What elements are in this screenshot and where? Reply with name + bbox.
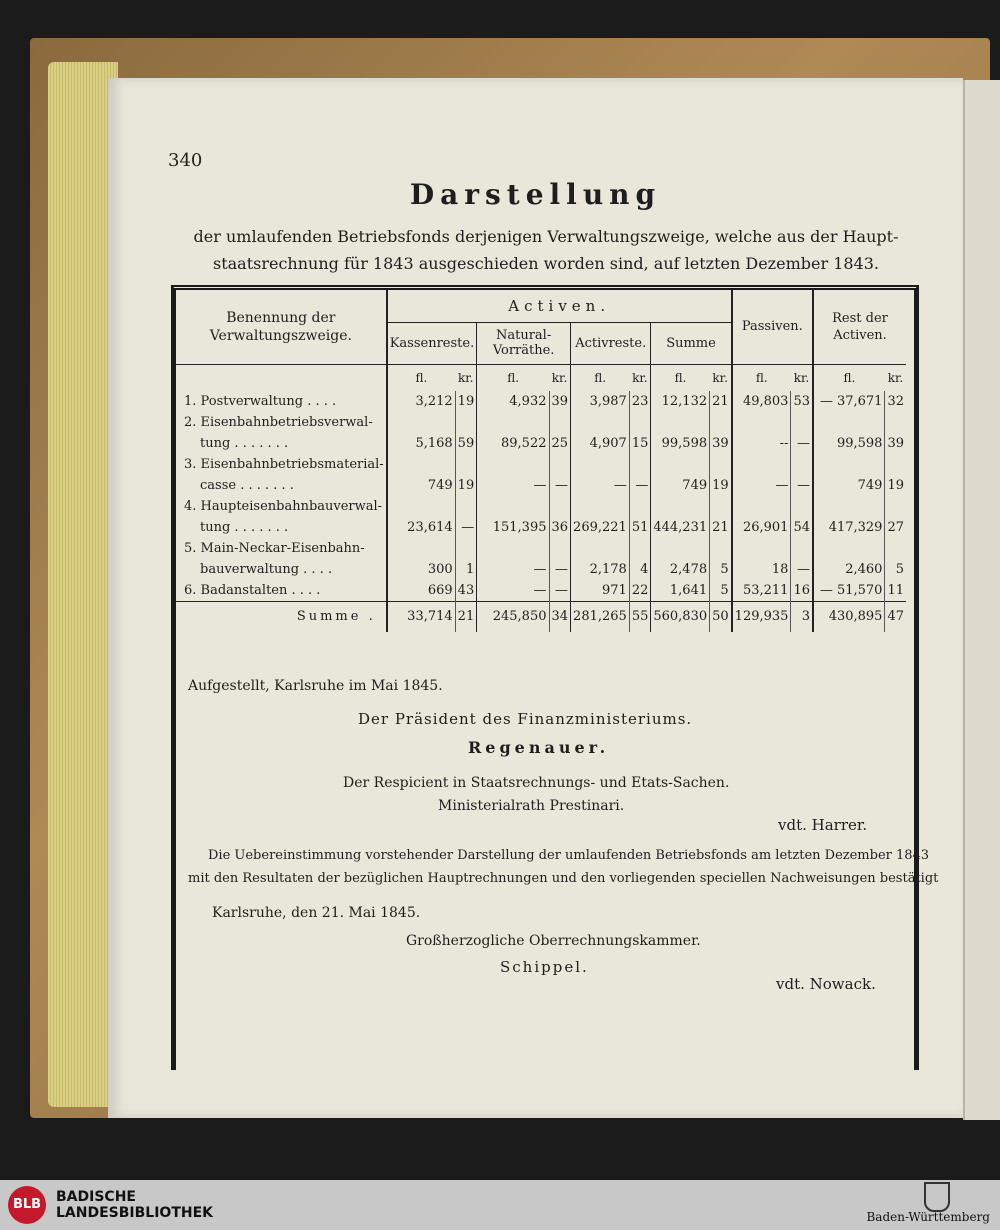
header-natural: Natural-Vorräthe. bbox=[477, 322, 571, 364]
row-cell: — bbox=[791, 559, 813, 580]
row-cell: 2,460 bbox=[845, 561, 883, 577]
row-cell: 19 bbox=[710, 475, 732, 496]
sum-cell: 129,935 bbox=[732, 601, 791, 632]
unit-row bbox=[176, 364, 906, 391]
schippel-signature: Schippel. bbox=[500, 958, 589, 976]
sum-row bbox=[176, 601, 906, 632]
row-cell: 5 bbox=[885, 559, 906, 580]
header-activreste: Activreste. bbox=[571, 322, 651, 364]
sum-cell: 50 bbox=[710, 601, 732, 632]
row-cell: — bbox=[613, 477, 627, 493]
page-title: Darstellung bbox=[409, 178, 662, 211]
table-row-label bbox=[176, 538, 906, 559]
sum-cell: 21 bbox=[455, 601, 477, 632]
row-name: 6. Badanstalten . . . . bbox=[176, 580, 387, 602]
row-cell: — bbox=[791, 475, 813, 496]
row-cell: 59 bbox=[455, 433, 477, 454]
unit-kr: kr. bbox=[629, 364, 651, 391]
row-cell: 21 bbox=[710, 517, 732, 538]
row-cell: 51 bbox=[629, 517, 651, 538]
row-cell: 5 bbox=[710, 580, 732, 602]
row-cell: 18 bbox=[771, 561, 789, 577]
karlsruhe-date-line: Karlsruhe, den 21. Mai 1845. bbox=[212, 905, 421, 921]
library-name-line-2: LANDESBIBLIOTHEK bbox=[56, 1205, 214, 1221]
header-summe: Summe bbox=[651, 322, 732, 364]
row-cell: 4 bbox=[629, 559, 651, 580]
row-cell: — bbox=[791, 433, 813, 454]
unit-fl: fl. bbox=[843, 370, 856, 385]
row-cell: 43 bbox=[455, 580, 477, 602]
book-page bbox=[108, 78, 963, 1118]
row-cell: 21 bbox=[710, 391, 732, 412]
row-cell: — bbox=[533, 477, 547, 493]
row-cell: 269,221 bbox=[573, 519, 627, 535]
footer-bar bbox=[0, 1180, 1000, 1230]
table-row bbox=[176, 391, 906, 412]
row-cell: 12,132 bbox=[661, 393, 708, 409]
sum-cell: 47 bbox=[885, 601, 906, 632]
row-cell: 16 bbox=[791, 580, 813, 602]
unit-kr: kr. bbox=[710, 364, 732, 391]
row-name: tung . . . . . . . bbox=[176, 517, 387, 538]
row-cell: 53 bbox=[791, 391, 813, 412]
aufgestellt-line: Aufgestellt, Karlsruhe im Mai 1845. bbox=[188, 678, 443, 694]
row-cell: 53,211 bbox=[742, 582, 789, 598]
row-cell: 5 bbox=[710, 559, 732, 580]
row-cell: 971 bbox=[601, 582, 627, 598]
table-row-label bbox=[176, 454, 906, 475]
row-cell: 749 bbox=[682, 477, 708, 493]
library-name-line-1: BADISCHE bbox=[56, 1189, 136, 1205]
row-name: 1. Postverwaltung . . . . bbox=[176, 391, 387, 412]
row-cell: — bbox=[455, 517, 477, 538]
row-name: 4. Haupteisenbahnbauverwal- bbox=[176, 496, 387, 517]
unit-fl: fl. bbox=[755, 370, 768, 385]
unit-fl: fl. bbox=[674, 370, 687, 385]
row-cell: — 51,570 bbox=[819, 582, 883, 598]
row-cell: — bbox=[549, 580, 571, 602]
row-cell: 2,478 bbox=[669, 561, 708, 577]
table-row-label bbox=[176, 496, 906, 517]
oberrechnungskammer-line: Großherzogliche Oberrechnungskammer. bbox=[406, 933, 701, 949]
unit-kr: kr. bbox=[887, 370, 904, 385]
row-cell: 1 bbox=[455, 559, 477, 580]
row-cell: 32 bbox=[885, 391, 906, 412]
row-cell: — bbox=[533, 561, 547, 577]
table-row bbox=[176, 580, 906, 602]
sum-cell: 281,265 bbox=[571, 601, 630, 632]
row-name: bauverwaltung . . . . bbox=[176, 559, 387, 580]
row-cell: 22 bbox=[629, 580, 651, 602]
praesident-line: Der Präsident des Finanzministeriums. bbox=[358, 710, 693, 728]
row-cell: 39 bbox=[710, 433, 732, 454]
header-passiven: Passiven. bbox=[732, 290, 813, 364]
table-row-label bbox=[176, 412, 906, 433]
sum-cell: 245,850 bbox=[477, 601, 549, 632]
sum-cell: 33,714 bbox=[387, 601, 455, 632]
row-cell: — bbox=[549, 475, 571, 496]
subtitle-line-1: der umlaufenden Betriebsfonds derjenigen Verwaltungszweige, welche aus der Haupt- bbox=[193, 227, 899, 246]
blb-logo: BLB bbox=[8, 1186, 46, 1224]
row-cell: — bbox=[629, 475, 651, 496]
row-cell: 19 bbox=[885, 475, 906, 496]
row-cell: 89,522 bbox=[501, 435, 547, 451]
page-number: 340 bbox=[168, 150, 203, 171]
header-name: Benennung der Verwaltungszweige. bbox=[176, 290, 387, 364]
row-cell: 4,932 bbox=[509, 393, 547, 409]
row-cell: 23,614 bbox=[407, 519, 453, 535]
row-cell: 15 bbox=[629, 433, 651, 454]
row-cell: 444,231 bbox=[653, 519, 708, 535]
row-cell: — bbox=[775, 477, 789, 493]
row-cell: 749 bbox=[427, 477, 453, 493]
row-cell: 300 bbox=[427, 561, 453, 577]
sum-cell: 34 bbox=[549, 601, 571, 632]
row-cell: 5,168 bbox=[415, 435, 453, 451]
row-cell: 49,803 bbox=[742, 393, 789, 409]
row-name: casse . . . . . . . bbox=[176, 475, 387, 496]
row-cell: — 37,671 bbox=[819, 393, 883, 409]
facing-page bbox=[963, 80, 1000, 1120]
harrer-line: vdt. Harrer. bbox=[778, 816, 868, 834]
row-name: 3. Eisenbahnbetriebsmaterial- bbox=[176, 454, 387, 475]
row-cell: 27 bbox=[885, 517, 906, 538]
row-name: 2. Eisenbahnbetriebsverwal- bbox=[176, 412, 387, 433]
uebereinstimmung-line-1: Die Uebereinstimmung vorstehender Darstellung der umlaufenden Betriebsfonds am letzten Dezember 1843 bbox=[208, 848, 930, 863]
table-row bbox=[176, 433, 906, 454]
unit-fl: fl. bbox=[415, 370, 428, 385]
row-cell: 26,901 bbox=[742, 519, 789, 535]
row-cell: 39 bbox=[549, 391, 571, 412]
header-kassenreste: Kassenreste. bbox=[387, 322, 477, 364]
unit-fl: fl. bbox=[507, 370, 520, 385]
row-cell: — bbox=[533, 582, 547, 598]
row-cell: 3,987 bbox=[589, 393, 627, 409]
uebereinstimmung-line-2: mit den Resultaten der bezüglichen Hauptrechnungen und den vorliegenden speciellen Nachweisungen bestätigt bbox=[188, 871, 939, 886]
respicient-line: Der Respicient in Staatsrechnungs- und Etats-Sachen. bbox=[343, 775, 730, 791]
sum-cell: 560,830 bbox=[651, 601, 710, 632]
row-cell: 151,395 bbox=[492, 519, 547, 535]
row-cell: 3,212 bbox=[415, 393, 453, 409]
table-row bbox=[176, 517, 906, 538]
row-cell: 54 bbox=[791, 517, 813, 538]
row-cell: 39 bbox=[885, 433, 906, 454]
row-cell: 669 bbox=[427, 582, 453, 598]
row-cell: 4,907 bbox=[589, 435, 627, 451]
row-name: tung . . . . . . . bbox=[176, 433, 387, 454]
row-cell: 749 bbox=[857, 477, 883, 493]
row-cell: 23 bbox=[629, 391, 651, 412]
row-cell: 19 bbox=[455, 475, 477, 496]
fonds-table bbox=[176, 290, 906, 632]
library-name bbox=[56, 1189, 213, 1221]
unit-kr: kr. bbox=[791, 364, 813, 391]
prestinari-line: Ministerialrath Prestinari. bbox=[438, 798, 625, 814]
sum-cell: 3 bbox=[791, 601, 813, 632]
header-activen: Activen. bbox=[387, 290, 732, 322]
table-row bbox=[176, 559, 906, 580]
row-cell: 11 bbox=[885, 580, 906, 602]
state-name: Baden-Württemberg bbox=[866, 1210, 990, 1224]
subtitle-line-2: staatsrechnung für 1843 ausgeschieden worden sind, auf letzten Dezember 1843. bbox=[212, 254, 879, 273]
nowack-line: vdt. Nowack. bbox=[776, 975, 876, 993]
row-cell: 2,178 bbox=[589, 561, 627, 577]
crest-icon bbox=[924, 1182, 950, 1212]
unit-kr: kr. bbox=[455, 364, 477, 391]
sum-cell: 430,895 bbox=[813, 601, 885, 632]
row-cell: 99,598 bbox=[661, 435, 708, 451]
table-row bbox=[176, 475, 906, 496]
row-cell: 19 bbox=[455, 391, 477, 412]
regenauer-signature: Regenauer. bbox=[468, 738, 610, 757]
row-cell: -- bbox=[779, 435, 789, 451]
row-name: 5. Main-Neckar-Eisenbahn- bbox=[176, 538, 387, 559]
row-cell: 99,598 bbox=[836, 435, 883, 451]
row-cell: 36 bbox=[549, 517, 571, 538]
row-cell: 417,329 bbox=[828, 519, 883, 535]
sum-cell: 55 bbox=[629, 601, 651, 632]
row-cell: — bbox=[549, 559, 571, 580]
row-cell: 25 bbox=[549, 433, 571, 454]
header-rest: Rest der Activen. bbox=[813, 290, 906, 364]
unit-kr: kr. bbox=[549, 364, 571, 391]
page-subtitle bbox=[166, 223, 926, 277]
unit-fl: fl. bbox=[594, 370, 607, 385]
row-cell: 1,641 bbox=[669, 582, 708, 598]
sum-label: Summe . bbox=[176, 601, 387, 632]
